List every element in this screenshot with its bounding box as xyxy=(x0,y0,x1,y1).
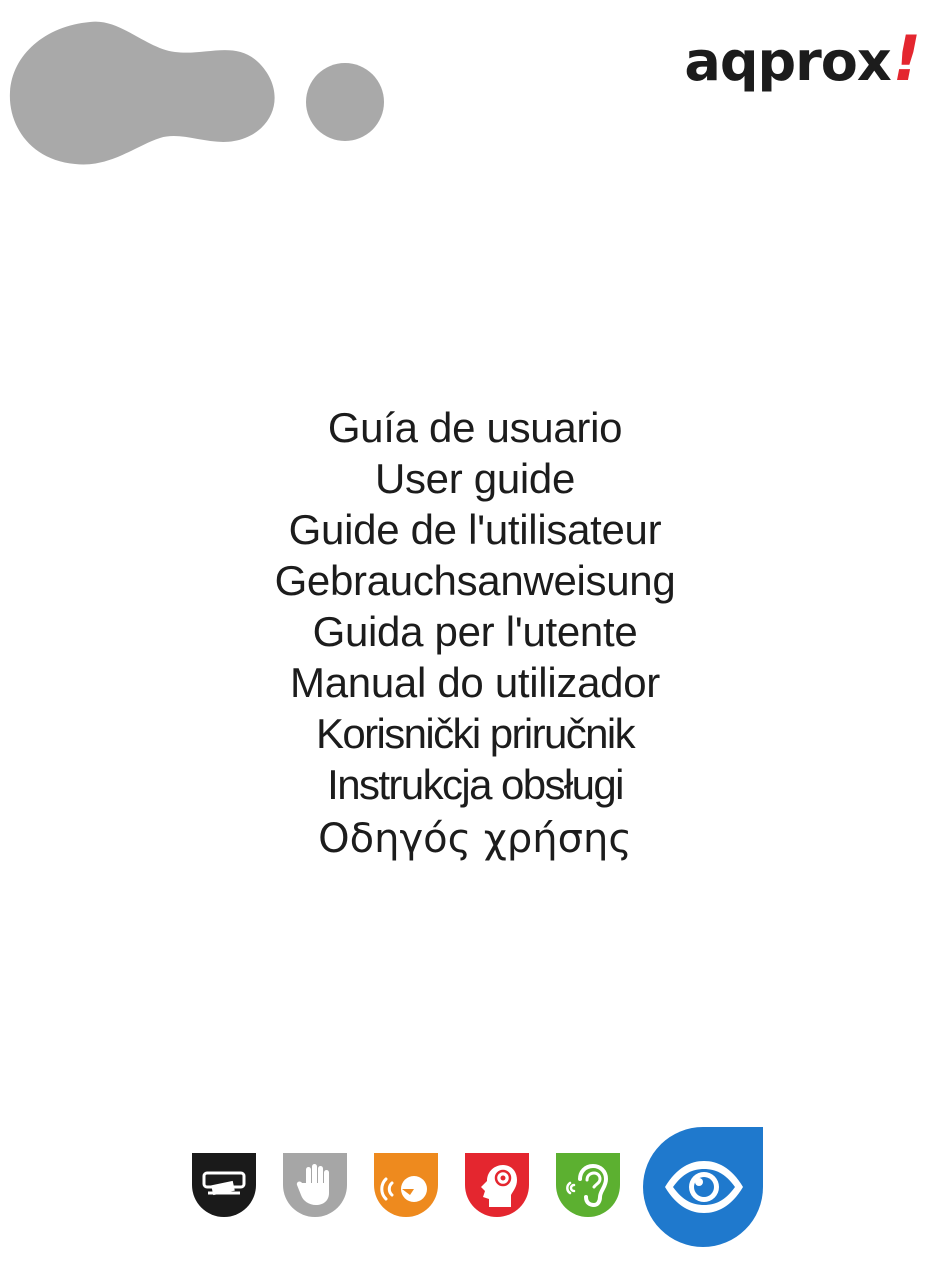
title-greek: Οδηγός χρήσης xyxy=(318,816,632,862)
title-english: User guide xyxy=(374,455,576,502)
ear-icon xyxy=(556,1153,620,1217)
card-reader-icon xyxy=(192,1153,256,1217)
hand-icon xyxy=(283,1153,347,1217)
brand-logo xyxy=(684,22,920,95)
sound-face-icon xyxy=(374,1153,438,1217)
title-german: Gebrauchsanweisung xyxy=(274,557,676,604)
eye-icon xyxy=(643,1127,763,1247)
head-brain-icon xyxy=(465,1153,529,1217)
brand-name: aqprox xyxy=(684,30,891,93)
brand-exclamation: ! xyxy=(892,22,920,95)
large-gray-blob xyxy=(10,22,275,165)
small-gray-dot xyxy=(306,63,384,141)
title-polish: Instrukcja obsługi xyxy=(327,761,623,808)
title-italian: Guida per l'utente xyxy=(312,608,638,655)
title-spanish: Guía de usuario xyxy=(327,404,623,451)
manual-titles xyxy=(0,402,950,868)
decorative-blobs xyxy=(0,0,400,180)
title-french: Guide de l'utilisateur xyxy=(288,506,662,553)
title-portuguese: Manual do utilizador xyxy=(290,659,660,706)
title-croatian: Korisnički priručnik xyxy=(315,710,635,757)
